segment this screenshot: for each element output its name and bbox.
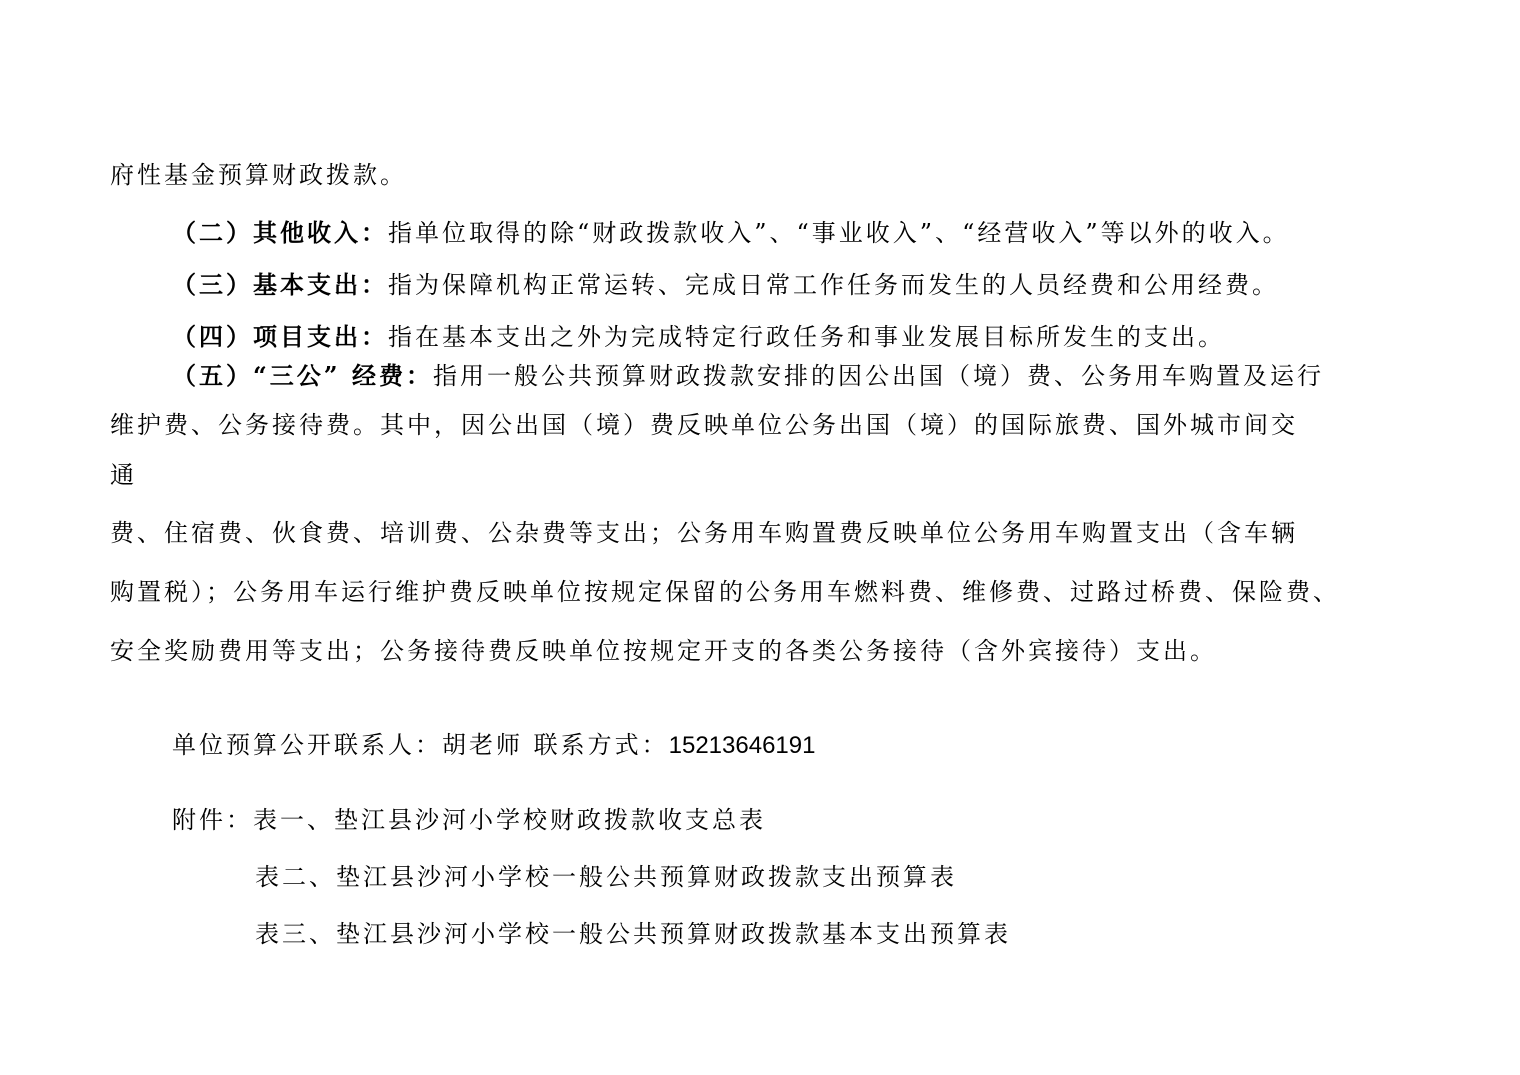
paragraph-line: [110, 408, 1430, 442]
paragraph-project-expenditure: [172, 320, 1492, 354]
attachment-item: 表一、垫江县沙河小学校财政拨款收支总表: [253, 806, 766, 834]
attachment-line: [255, 917, 1520, 951]
attachment-item: 表三、垫江县沙河小学校一般公共预算财政拨款基本支出预算表: [255, 920, 1011, 948]
paragraph-text: 府性基金预算财政拨款。: [110, 161, 407, 189]
paragraph-text: 指在基本支出之外为完成特定行政任务和事业发展目标所发生的支出。: [388, 323, 1225, 351]
paragraph-text: 费、住宿费、伙食费、培训费、公杂费等支出；公务用车购置费反映单位公务用车购置支出（含车辆: [110, 519, 1298, 547]
attachment-item: 表二、垫江县沙河小学校一般公共预算财政拨款支出预算表: [255, 863, 957, 891]
paragraph-text: 安全奖励费用等支出；公务接待费反映单位按规定开支的各类公务接待（含外宾接待）支出。: [110, 637, 1217, 665]
paragraph-line: [110, 516, 1430, 550]
attachment-line: [172, 803, 1492, 837]
paragraph-line: [110, 575, 1430, 609]
paragraph-text: 指用一般公共预算财政拨款安排的因公出国（境）费、公务用车购置及运行: [432, 362, 1324, 390]
attachment-line: [255, 860, 1520, 894]
contact-label: 单位预算公开联系人：胡老师 联系方式：: [172, 731, 669, 759]
paragraph-line: [110, 634, 1430, 668]
attachment-label: 附件：: [172, 806, 253, 834]
paragraph-text: 指为保障机构正常运转、完成日常工作任务而发生的人员经费和公用经费。: [388, 271, 1279, 299]
paragraph-line: [110, 458, 1430, 492]
paragraph-text: 指单位取得的除“财政拨款收入”、“事业收入”、“经营收入”等以外的收入。: [388, 219, 1290, 247]
paragraph-other-income: [172, 216, 1492, 250]
paragraph-three-public: [172, 359, 1492, 393]
contact-line: [172, 728, 1492, 763]
paragraph-line: [110, 158, 1430, 192]
contact-phone: 15213646191: [668, 732, 816, 759]
paragraph-heading: （三）基本支出：: [172, 270, 388, 299]
paragraph-text: 维护费、公务接待费。其中，因公出国（境）费反映单位公务出国（境）的国际旅费、国外城市间交: [110, 411, 1298, 439]
paragraph-heading: （四）项目支出：: [172, 322, 388, 351]
paragraph-heading: （五）“三公” 经费：: [172, 361, 433, 390]
paragraph-basic-expenditure: [172, 268, 1492, 302]
paragraph-text: 通: [110, 461, 137, 489]
paragraph-text: 购置税）；公务用车运行维护费反映单位按规定保留的公务用车燃料费、维修费、过路过桥费、保险费、: [110, 578, 1340, 606]
paragraph-heading: （二）其他收入：: [172, 218, 388, 247]
